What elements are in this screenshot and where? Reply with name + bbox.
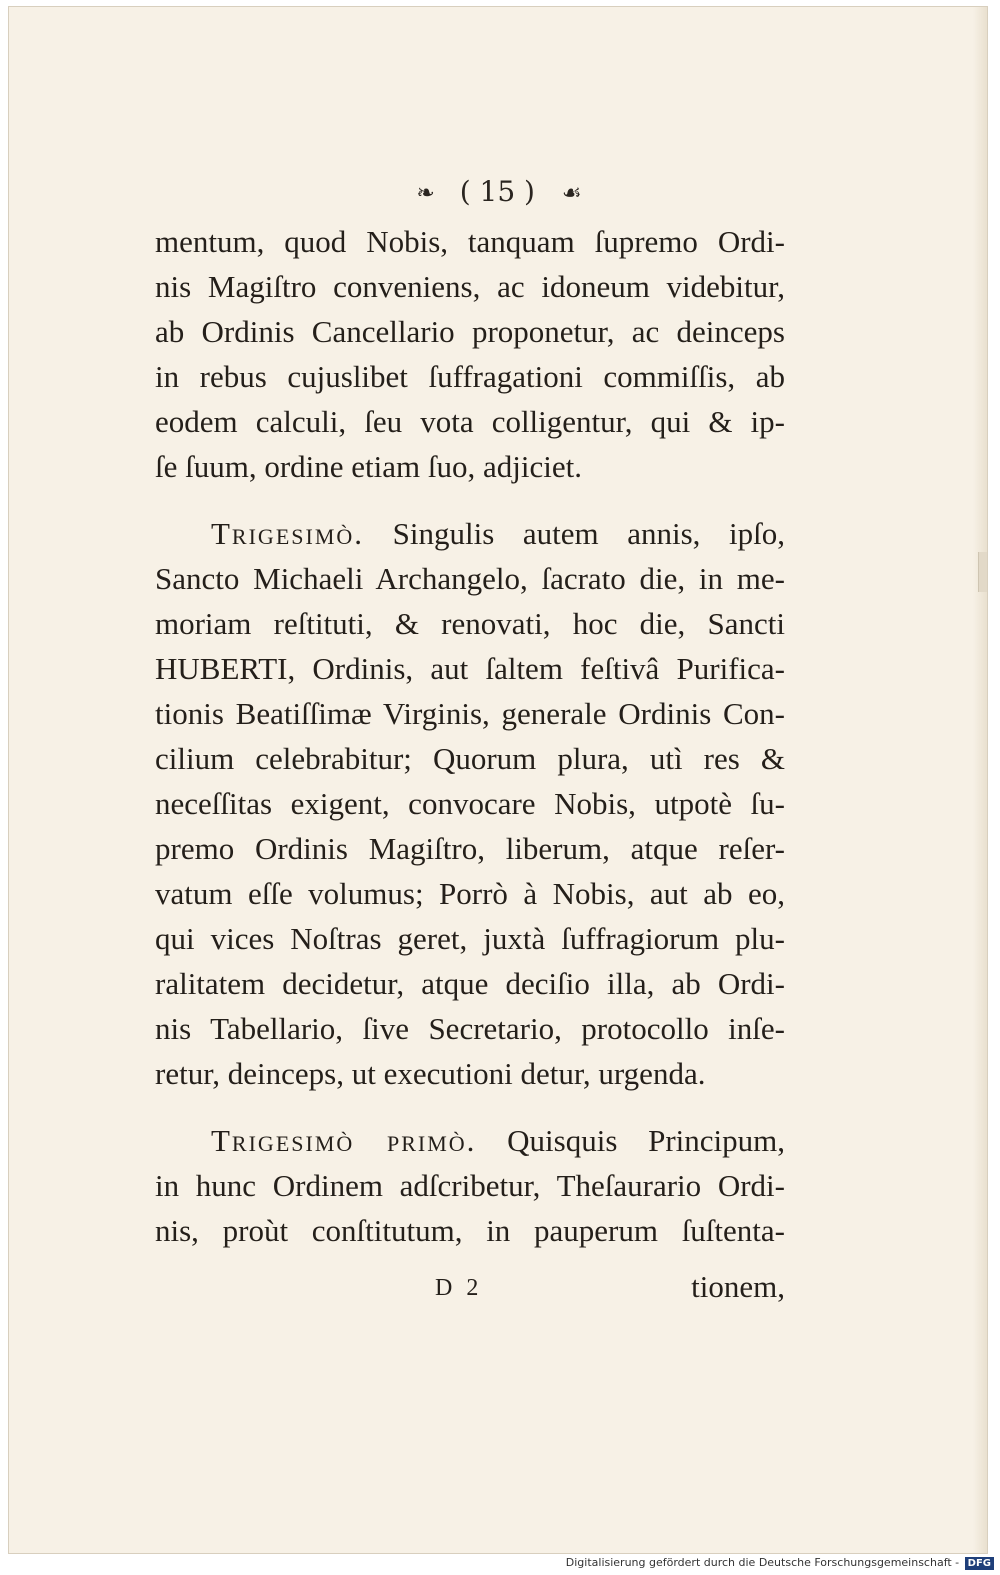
ornament-left-icon: ❧ [416, 181, 433, 206]
text-line: nis Magiſtro conveniens, ac idoneum videbitur, [155, 269, 785, 304]
page-edge-shadow [973, 7, 987, 1553]
body-text [155, 219, 785, 1253]
page-number: ( 15 ) [459, 175, 535, 208]
dfg-logo: DFG [965, 1557, 994, 1570]
text-line: Sancto Michaeli Archangelo, ſacrato die, in me- [155, 561, 785, 596]
text-line: ralitatem decidetur, atque deciſio illa, ab Ordi- [155, 966, 785, 1001]
ornament-right-icon: ☙ [561, 181, 580, 206]
paragraph-gap [155, 1096, 785, 1118]
text-line: cilium celebrabitur; Quorum plura, utì res & [155, 741, 785, 776]
page-tab-mark [978, 552, 987, 592]
text-line: tionis Beatiſſimæ Virginis, generale Ordinis Con- [155, 696, 785, 731]
text-line: in hunc Ordinem adſcribetur, Theſaurario Ordi- [155, 1168, 785, 1203]
page-header [9, 175, 987, 208]
text-line: moriam reſtituti, & renovati, hoc die, Sancti [155, 606, 785, 641]
text-line: HUBERTI, Ordinis, aut ſaltem feſtivâ Purifica- [155, 651, 785, 686]
text-line: retur, deinceps, ut executioni detur, urgenda. [155, 1056, 706, 1091]
paragraph-first-line [155, 1118, 785, 1163]
text-line: eodem calculi, ſeu vota colligentur, qui & ip- [155, 404, 785, 439]
digitization-credit [566, 1556, 994, 1570]
paragraph-heading: Trigesimò. [211, 516, 365, 551]
paragraph-heading: Trigesimò primò. [211, 1123, 477, 1158]
text-line: qui vices Noſtras geret, juxtà ſuffragiorum plu- [155, 921, 785, 956]
text-line: in rebus cujuslibet ſuffragationi commiſſis, ab [155, 359, 785, 394]
text-line: ſe ſuum, ordine etiam ſuo, adjiciet. [155, 449, 582, 484]
text-line: premo Ordinis Magiſtro, liberum, atque reſer- [155, 831, 785, 866]
text-line: nis Tabellario, ſive Secretario, protocollo inſe- [155, 1011, 785, 1046]
text-line: ab Ordinis Cancellario proponetur, ac deinceps [155, 314, 785, 349]
text-fragment: Quisquis Principum, [507, 1123, 786, 1158]
paragraph-gap [155, 489, 785, 511]
text-fragment: Singulis autem annis, ipſo, [392, 516, 785, 551]
text-line: nis, proùt conſtitutum, in pauperum ſuſtenta- [155, 1213, 785, 1248]
book-page [8, 6, 988, 1554]
signature-mark: D 2 [435, 1275, 483, 1301]
text-line: vatum eſſe volumus; Porrò à Nobis, aut ab eo, [155, 876, 785, 911]
credit-text: Digitalisierung gefördert durch die Deutsche Forschungsgemeinschaft - [565, 1556, 960, 1569]
page-footer [155, 1269, 785, 1314]
text-line: neceſſitas exigent, convocare Nobis, utpotè ſu- [155, 786, 785, 821]
catchword: tionem, [691, 1269, 785, 1304]
text-line: mentum, quod Nobis, tanquam ſupremo Ordi- [155, 224, 785, 259]
paragraph-first-line [155, 511, 785, 556]
